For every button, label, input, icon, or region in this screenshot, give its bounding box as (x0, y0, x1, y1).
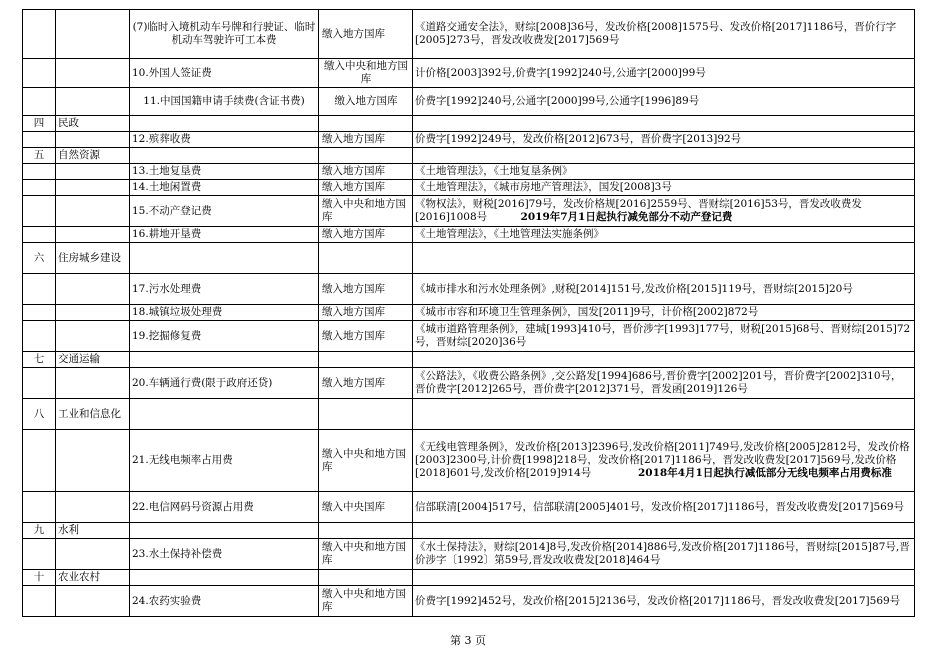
table-row (23, 196, 915, 227)
table-row (23, 227, 915, 243)
category-cell (56, 305, 130, 321)
fee-name: 24.农药实验费 (130, 586, 319, 617)
treasury-destination: 缴入地方国库 (319, 88, 413, 116)
category-name: 民政 (56, 116, 130, 132)
category-name: 农业农村 (56, 570, 130, 586)
empty-cell (130, 148, 319, 164)
treasury-destination: 缴入中央和地方国库 (319, 59, 413, 88)
row-number (23, 368, 56, 399)
legal-basis: 《城市市容和环境卫生管理条例》，国发[2011]9号，计价格[2002]872号 (413, 305, 915, 321)
category-cell (56, 430, 130, 492)
fee-name: 20.车辆通行费(限于政府还贷) (130, 368, 319, 399)
legal-basis: 《公路法》，《收费公路条例》,交公路发[1994]686号,晋价费字[2002]201号，晋价费字[2002]310号，晋价费字[2012]265号，晋价费字[2012]371号，晋发函[2019]126号 (413, 368, 915, 399)
policy-note: 2019年7月1日起执行减免部分不动产登记费 (520, 211, 733, 223)
fee-name: 15.不动产登记费 (130, 196, 319, 227)
category-cell (56, 88, 130, 116)
empty-cell (130, 116, 319, 132)
empty-cell (319, 148, 413, 164)
row-number (23, 88, 56, 116)
row-number (23, 10, 56, 59)
legal-basis (413, 430, 915, 492)
row-number (23, 59, 56, 88)
fee-name: (7)临时入境机动车号牌和行驶证、临时机动车驾驶许可工本费 (130, 10, 319, 59)
category-row (23, 116, 915, 132)
table-row (23, 132, 915, 148)
row-number (23, 227, 56, 243)
category-row (23, 523, 915, 539)
fee-name: 14.土地闲置费 (130, 180, 319, 196)
category-row (23, 570, 915, 586)
category-number: 四 (23, 116, 56, 132)
treasury-destination: 缴入地方国库 (319, 10, 413, 59)
row-number (23, 539, 56, 570)
category-number: 六 (23, 243, 56, 274)
category-cell (56, 180, 130, 196)
empty-cell (130, 523, 319, 539)
empty-cell (319, 243, 413, 274)
row-number (23, 132, 56, 148)
legal-basis: 《城市道路管理条例》，建城[1993]410号，晋价涉字[1993]177号，财税[2015]68号、晋财综[2015]72号，晋财综[2020]36号 (413, 321, 915, 352)
treasury-destination: 缴入地方国库 (319, 305, 413, 321)
legal-basis: 《城市排水和污水处理条例》,财税[2014]151号,发改价格[2015]119号，晋财综[2015]20号 (413, 274, 915, 305)
category-number: 九 (23, 523, 56, 539)
table-row (23, 180, 915, 196)
table-row (23, 10, 915, 59)
category-name: 工业和信息化 (56, 399, 130, 430)
table-row (23, 539, 915, 570)
category-row (23, 352, 915, 368)
category-cell (56, 132, 130, 148)
treasury-destination: 缴入中央和地方国库 (319, 196, 413, 227)
policy-note: 2018年4月1日起执行减低部分无线电频率占用费标准 (637, 467, 892, 479)
empty-cell (413, 523, 915, 539)
empty-cell (130, 399, 319, 430)
legal-basis: 价费字[1992]240号,公通字[2000]99号,公通字[1996]89号 (413, 88, 915, 116)
fee-name: 17.污水处理费 (130, 274, 319, 305)
table-row (23, 88, 915, 116)
treasury-destination: 缴入中央国库 (319, 492, 413, 523)
category-row (23, 243, 915, 274)
fee-table (22, 9, 915, 617)
category-number: 七 (23, 352, 56, 368)
category-row (23, 399, 915, 430)
category-cell (56, 196, 130, 227)
row-number (23, 321, 56, 352)
legal-basis: 《土地管理法》，《土地复垦条例》 (413, 164, 915, 180)
table-row (23, 274, 915, 305)
legal-basis: 价费字[1992]249号，发改价格[2012]673号，晋价费字[2013]92号 (413, 132, 915, 148)
row-number (23, 586, 56, 617)
treasury-destination: 缴入地方国库 (319, 180, 413, 196)
category-row (23, 148, 915, 164)
empty-cell (319, 399, 413, 430)
category-cell (56, 368, 130, 399)
fee-name: 16.耕地开垦费 (130, 227, 319, 243)
category-cell (56, 10, 130, 59)
empty-cell (130, 352, 319, 368)
category-name: 自然资源 (56, 148, 130, 164)
empty-cell (413, 116, 915, 132)
empty-cell (319, 116, 413, 132)
empty-cell (319, 352, 413, 368)
fee-name: 23.水土保持补偿费 (130, 539, 319, 570)
row-number (23, 180, 56, 196)
category-number: 八 (23, 399, 56, 430)
category-name: 交通运输 (56, 352, 130, 368)
row-number (23, 430, 56, 492)
row-number (23, 305, 56, 321)
category-cell (56, 164, 130, 180)
fee-name: 11.中国国籍申请手续费(含证书费) (130, 88, 319, 116)
category-cell (56, 539, 130, 570)
legal-basis: 价费字[1992]452号，发改价格[2015]2136号，发改价格[2017]1186号，晋发改收费发[2017]569号 (413, 586, 915, 617)
legal-basis: 信部联清[2004]517号，信部联清[2005]401号，发改价格[2017]1186号，晋发改收费发[2017]569号 (413, 492, 915, 523)
fee-name: 13.土地复垦费 (130, 164, 319, 180)
treasury-destination: 缴入地方国库 (319, 164, 413, 180)
page-number: 第 3 页 (450, 634, 486, 647)
empty-cell (319, 570, 413, 586)
legal-basis-text: 《无线电管理条例》，发改价格[2013]2396号,发改价格[2011]749号,发改价格[2005]2812号，发改价格[2003]2300号,计价费[1998]218号，发改价格[2017]1186号，晋发改收费发[2017]569号,发改价格[2018]601号,发改价格[2019]914号 (415, 441, 910, 479)
legal-basis: 计价格[2003]392号,价费字[1992]240号,公通字[2000]99号 (413, 59, 915, 88)
fee-name: 18.城镇垃圾处理费 (130, 305, 319, 321)
treasury-destination: 缴入中央和地方国库 (319, 586, 413, 617)
table-row (23, 59, 915, 88)
fee-name: 22.电信网码号资源占用费 (130, 492, 319, 523)
row-number (23, 492, 56, 523)
treasury-destination: 缴入地方国库 (319, 227, 413, 243)
table-row (23, 368, 915, 399)
row-number (23, 274, 56, 305)
treasury-destination: 缴入中央和地方国库 (319, 539, 413, 570)
category-name: 住房城乡建设 (56, 243, 130, 274)
legal-basis: 《道路交通安全法》，财综[2008]36号，发改价格[2008]1575号、发改价格[2017]1186号，晋价行字[2005]273号，晋发改收费发[2017]569号 (413, 10, 915, 59)
table-row (23, 321, 915, 352)
legal-basis: 《土地管理法》，《土地管理法实施条例》 (413, 227, 915, 243)
empty-cell (413, 399, 915, 430)
table-row (23, 586, 915, 617)
empty-cell (130, 570, 319, 586)
category-name: 水利 (56, 523, 130, 539)
fee-name: 19.挖掘修复费 (130, 321, 319, 352)
empty-cell (413, 352, 915, 368)
empty-cell (413, 570, 915, 586)
treasury-destination: 缴入地方国库 (319, 368, 413, 399)
category-cell (56, 59, 130, 88)
legal-basis: 《水土保持法》，财综[2014]8号,发改价格[2014]886号,发改价格[2017]1186号，晋财综[2015]87号,晋价涉字〔1992〕第59号,晋发改收费发[2018]464号 (413, 539, 915, 570)
treasury-destination: 缴入地方国库 (319, 132, 413, 148)
empty-cell (413, 148, 915, 164)
empty-cell (130, 243, 319, 274)
legal-basis: 《土地管理法》，《城市房地产管理法》，国发[2008]3号 (413, 180, 915, 196)
fee-name: 12.殡葬收费 (130, 132, 319, 148)
category-number: 十 (23, 570, 56, 586)
category-cell (56, 492, 130, 523)
category-cell (56, 321, 130, 352)
empty-cell (413, 243, 915, 274)
treasury-destination: 缴入地方国库 (319, 321, 413, 352)
treasury-destination: 缴入地方国库 (319, 274, 413, 305)
category-number: 五 (23, 148, 56, 164)
legal-basis-text: 《物权法》，财税[2016]79号，发改价格规[2016]2559号、晋财综[2016]53号，晋发改收费发[2016]1008号 (415, 198, 862, 223)
row-number (23, 196, 56, 227)
category-cell (56, 227, 130, 243)
table-row (23, 305, 915, 321)
row-number (23, 164, 56, 180)
table-row (23, 164, 915, 180)
category-cell (56, 274, 130, 305)
table-row (23, 492, 915, 523)
fee-name: 10.外国人签证费 (130, 59, 319, 88)
empty-cell (319, 523, 413, 539)
table-row (23, 430, 915, 492)
category-cell (56, 586, 130, 617)
legal-basis (413, 196, 915, 227)
fee-name: 21.无线电频率占用费 (130, 430, 319, 492)
treasury-destination: 缴入中央和地方国库 (319, 430, 413, 492)
